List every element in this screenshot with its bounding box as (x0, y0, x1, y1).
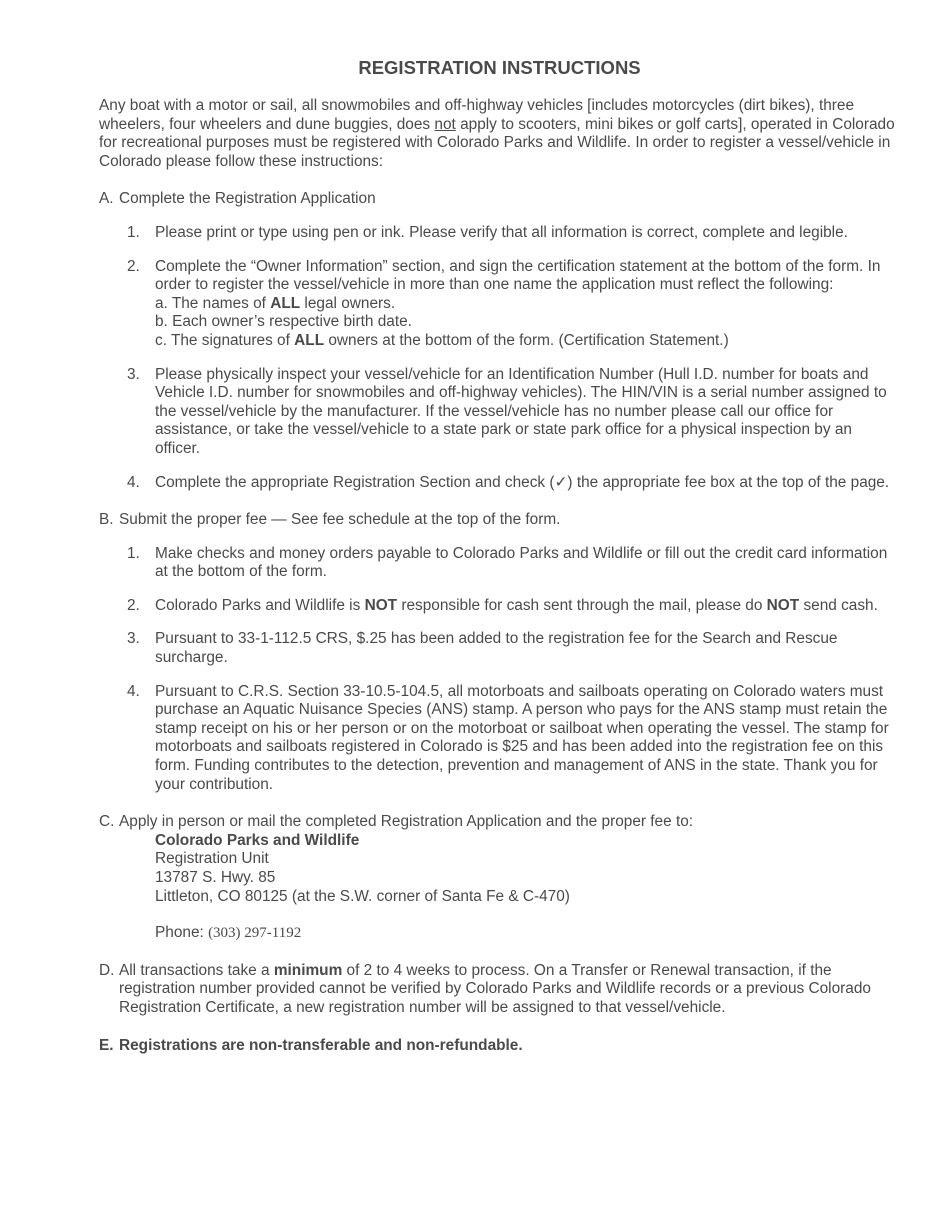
mailing-address (155, 832, 900, 906)
section-b-letter: B. (99, 511, 114, 529)
section-d-text-post: of 2 to 4 weeks to process. On a Transfer or Renewal transaction, if the registration number provided cannot be verified by Colorado Parks and Wildlife records or a previous Colorado Registration Certificate, a new registration number will be assigned to that vessel/vehicle. (119, 961, 871, 1016)
section-b-item-2 (99, 597, 900, 616)
sub-item-c (155, 332, 900, 351)
phone-number: (303) 297-1192 (208, 925, 302, 942)
item-text-post: send cash. (799, 596, 878, 614)
item-number: 3. (127, 365, 140, 383)
item-number: 2. (127, 257, 140, 275)
item-text: Complete the appropriate Registration Section and check (✓) the appropriate fee box at the top of the page. (155, 473, 890, 491)
item-text: Complete the “Owner Information” section, and sign the certification statement at the bottom of the form. In order to register the vessel/vehicle in more than one name the application must reflect the following: (155, 257, 881, 294)
section-a-item-2 (99, 258, 900, 351)
section-a-heading (99, 190, 900, 209)
item-text: Please print or type using pen or ink. Please verify that all information is correct, complete and legible. (155, 223, 848, 241)
item-number: 4. (127, 682, 140, 700)
sub-item-a-post: legal owners. (300, 294, 396, 312)
section-b-item-4 (99, 683, 900, 795)
section-d-bold: minimum (273, 961, 343, 979)
item-text: Pursuant to C.R.S. Section 33-10.5-104.5, all motorboats and sailboats operating on Colorado waters must purchase an Aquatic Nuisance Species (ANS) stamp. A person who pays for the ANS stamp must retain the stamp receipt on his or her person or on the motorboat or sailboat when operating the vessel. The stamp for motorboats and sailboats registered in Colorado is $25 and has been added into the registration fee on this form. Funding contributes to the detection, prevention and management of ANS in the state. Thank you for your contribution. (155, 682, 889, 793)
item-number: 1. (127, 223, 140, 241)
section-d-paragraph (99, 962, 900, 1018)
section-b-list (99, 545, 900, 795)
intro-paragraph (99, 97, 900, 171)
section-e-paragraph (99, 1037, 900, 1056)
intro-not-underlined: not (434, 115, 456, 133)
section-a-title: Complete the Registration Application (119, 190, 376, 208)
item-number: 4. (127, 473, 140, 491)
item-text: Please physically inspect your vessel/vehicle for an Identification Number (Hull I.D. number for boats and Vehicle I.D. number for snowmobiles and off-highway vehicles). The HIN/VIN is a serial number assigned to the vessel/vehicle by the manufacturer. If the vessel/vehicle has no number please call our office for assistance, or take the vessel/vehicle to a state park or state park office for a physical inspection by an officer. (155, 365, 887, 457)
address-unit: Registration Unit (155, 850, 269, 868)
address-street: 13787 S. Hwy. 85 (155, 869, 276, 886)
sub-item-a (155, 295, 900, 314)
sub-item-b: b. Each owner’s respective birth date. (155, 313, 412, 331)
intro-text-end: apply to scooters, mini bikes or golf carts], operated in Colorado for recreational purposes must be registered with Colorado Parks and Wildlife. In order to register a vessel/vehicle in Colorado please follow these instructions: (99, 115, 895, 170)
sub-item-c-bold: ALL (294, 331, 325, 349)
page-title: REGISTRATION INSTRUCTIONS (358, 57, 641, 78)
item-number: 1. (127, 544, 140, 562)
section-d-letter: D. (99, 961, 115, 979)
section-a-item-4 (99, 474, 900, 493)
phone-line (155, 924, 900, 943)
item-bold-not-2: NOT (766, 596, 800, 614)
item-text: Pursuant to 33-1-112.5 CRS, $.25 has been added to the registration fee for the Search and Rescue surcharge. (155, 630, 838, 667)
sub-item-c-post: owners at the bottom of the form. (Certification Statement.) (324, 331, 729, 349)
item-number: 2. (127, 596, 140, 614)
section-b-item-3 (99, 630, 900, 667)
section-e-letter: E. (99, 1036, 114, 1054)
section-a-item-3 (99, 366, 900, 459)
section-c-title: Apply in person or mail the completed Registration Application and the proper fee to: (119, 813, 694, 831)
sub-item-a-pre: a. The names of (155, 294, 271, 312)
item-bold-not-1: NOT (364, 596, 398, 614)
section-e-text: Registrations are non-transferable and non-refundable. (119, 1036, 523, 1054)
sub-item-a-bold: ALL (270, 294, 301, 312)
section-a-letter: A. (99, 190, 114, 208)
section-b-heading (99, 511, 900, 530)
section-b-item-1 (99, 545, 900, 582)
section-b-title: Submit the proper fee — See fee schedule at the top of the form. (119, 511, 561, 529)
section-c-heading (99, 813, 900, 832)
intro-text-start: Any boat with a motor or sail, all snowmobiles and off-highway vehicles [includes motorcycles (dirt bikes), three wheelers, four wheelers and dune buggies, does (99, 97, 855, 133)
section-a-item-1 (99, 224, 900, 243)
section-d-text-pre: All transactions take a (119, 961, 274, 979)
address-city: Littleton, CO 80125 (at the S.W. corner of Santa Fe & C-470) (155, 887, 570, 905)
item-text-mid: responsible for cash sent through the mail, please do (397, 596, 767, 614)
item-number: 3. (127, 630, 140, 648)
item-text: Make checks and money orders payable to Colorado Parks and Wildlife or fill out the credit card information at the bottom of the form. (155, 544, 888, 581)
address-org: Colorado Parks and Wildlife (155, 831, 360, 849)
item-text-pre: Colorado Parks and Wildlife is (155, 596, 365, 614)
phone-label: Phone: (155, 924, 209, 942)
section-a-list (99, 224, 900, 492)
sub-item-c-pre: c. The signatures of (155, 331, 295, 349)
section-c-letter: C. (99, 813, 115, 831)
